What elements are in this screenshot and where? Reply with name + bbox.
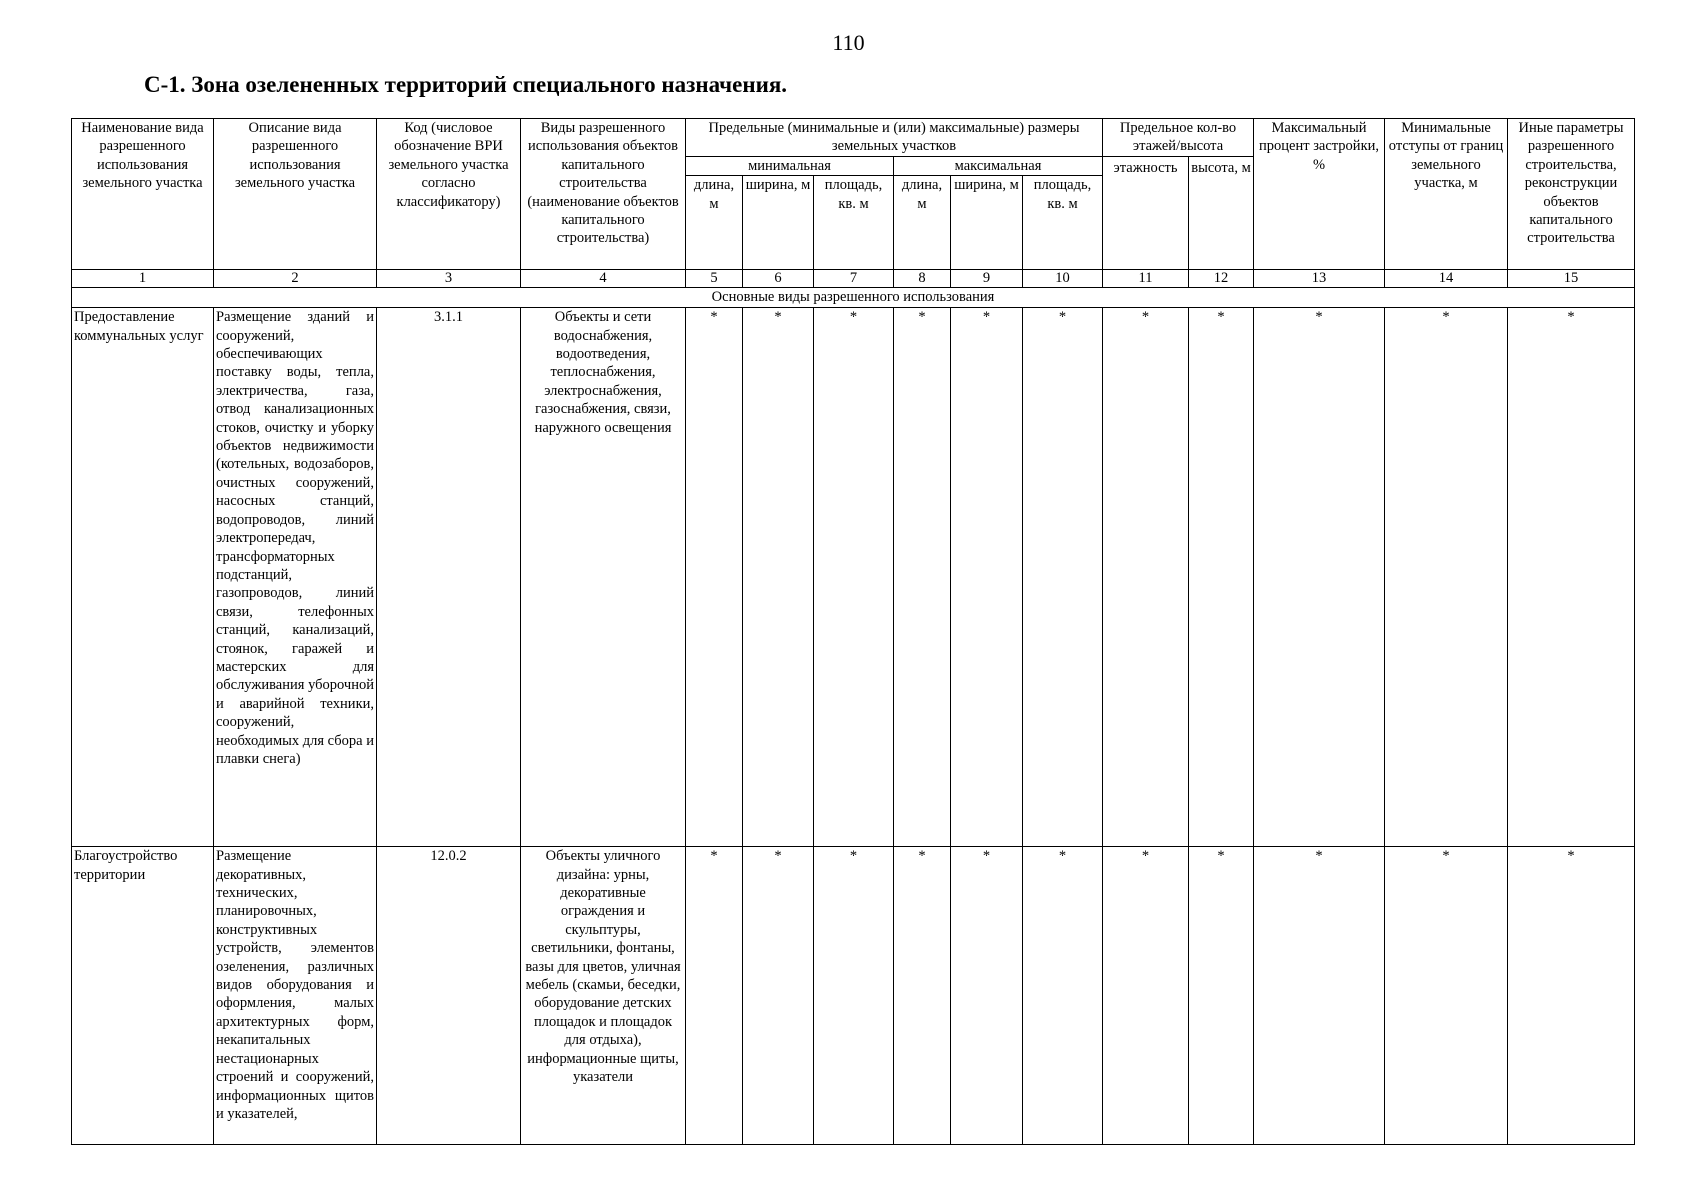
- column-number: 13: [1254, 270, 1385, 288]
- row-min-length: *: [686, 847, 743, 1145]
- row-vri-description: Размещение декоративных, технических, планировочных, конструктивных устройств, элементов озеленения, различных видов оборудования и оформления, малых архитектурных форм, некапитальных нестационарных строений и сооружений, информационных щитов и указателей,: [214, 847, 377, 1145]
- column-number: 11: [1103, 270, 1189, 288]
- row-min-setbacks: *: [1385, 847, 1508, 1145]
- header-min-length: длина, м: [686, 176, 743, 270]
- column-number: 2: [214, 270, 377, 288]
- row-min-setbacks: *: [1385, 308, 1508, 847]
- header-vri-code: Код (числовое обозначение ВРИ земельного участка согласно классификатору): [377, 119, 521, 270]
- header-max-length: длина, м: [894, 176, 951, 270]
- row-max-length: *: [894, 847, 951, 1145]
- header-floors-group: Предельное кол-во этажей/высота: [1103, 119, 1254, 157]
- row-max-area: *: [1023, 308, 1103, 847]
- page-number: 110: [832, 30, 865, 55]
- header-vri-description: Описание вида разрешенного использования земельного участка: [214, 119, 377, 270]
- column-number-row: [72, 270, 1635, 288]
- column-number: 8: [894, 270, 951, 288]
- header-min-area: площадь, кв. м: [814, 176, 894, 270]
- table-row: [72, 847, 1635, 1145]
- header-max-area: площадь, кв. м: [1023, 176, 1103, 270]
- section-label: Основные виды разрешенного использования: [72, 288, 1635, 308]
- table-row: [72, 308, 1635, 847]
- header-floors: этажность: [1103, 156, 1189, 269]
- column-number: 14: [1385, 270, 1508, 288]
- column-number: 7: [814, 270, 894, 288]
- row-other-parameters: *: [1508, 847, 1635, 1145]
- row-vri-description: Размещение зданий и сооружений, обеспечивающих поставку воды, тепла, электричества, газа, отвод канализационных стоков, очистку и уборку объектов недвижимости (котельных, водозаборов, очистных сооружений, насосных станций, водопроводов, линий электропередач, трансформаторных подстанций, газопроводов, линий связи, телефонных станций, канализаций, стоянок, гаражей и мастерских для обслуживания уборочной и аварийной техники, сооружений, необходимых для сбора и плавки снега): [214, 308, 377, 847]
- row-floors: *: [1103, 308, 1189, 847]
- row-max-width: *: [951, 847, 1023, 1145]
- zone-regulations-table: [71, 118, 1635, 1145]
- row-height: *: [1189, 308, 1254, 847]
- header-max-sizes: максимальная: [894, 156, 1103, 175]
- row-min-width: *: [743, 308, 814, 847]
- row-vri-code: 3.1.1: [377, 308, 521, 847]
- column-number: 12: [1189, 270, 1254, 288]
- header-min-width: ширина, м: [743, 176, 814, 270]
- header-max-coverage: Максимальный процент застройки, %: [1254, 119, 1385, 270]
- column-number: 15: [1508, 270, 1635, 288]
- column-number: 1: [72, 270, 214, 288]
- header-plot-sizes-group: Предельные (минимальные и (или) максимальные) размеры земельных участков: [686, 119, 1103, 157]
- row-max-area: *: [1023, 847, 1103, 1145]
- row-floors: *: [1103, 847, 1189, 1145]
- row-max-width: *: [951, 308, 1023, 847]
- row-min-area: *: [814, 308, 894, 847]
- header-capital-objects: Виды разрешенного использования объектов капитального строительства (наименование объектов капитального строительства): [521, 119, 686, 270]
- row-max-length: *: [894, 308, 951, 847]
- column-number: 6: [743, 270, 814, 288]
- header-height: высота, м: [1189, 156, 1254, 269]
- column-number: 5: [686, 270, 743, 288]
- column-number: 9: [951, 270, 1023, 288]
- row-max-coverage: *: [1254, 847, 1385, 1145]
- header-vri-name: Наименование вида разрешенного использования земельного участка: [72, 119, 214, 270]
- row-vri-code: 12.0.2: [377, 847, 521, 1145]
- section-row-main-uses: [72, 288, 1635, 308]
- row-min-length: *: [686, 308, 743, 847]
- row-height: *: [1189, 847, 1254, 1145]
- header-min-setbacks: Минимальные отступы от границ земельного участка, м: [1385, 119, 1508, 270]
- document-title: С-1. Зона озелененных территорий специального назначения.: [144, 72, 788, 97]
- header-other-parameters: Иные параметры разрешенного строительства, реконструкции объектов капитального строительства: [1508, 119, 1635, 270]
- header-max-width: ширина, м: [951, 176, 1023, 270]
- column-number: 4: [521, 270, 686, 288]
- row-other-parameters: *: [1508, 308, 1635, 847]
- row-vri-name: Благоустройство территории: [72, 847, 214, 1145]
- header-min-sizes: минимальная: [686, 156, 894, 175]
- row-capital-objects: Объекты и сети водоснабжения, водоотведения, теплоснабжения, электроснабжения, газоснабжения, связи, наружного освещения: [521, 308, 686, 847]
- row-max-coverage: *: [1254, 308, 1385, 847]
- row-vri-name: Предоставление коммунальных услуг: [72, 308, 214, 847]
- row-capital-objects: Объекты уличного дизайна: урны, декоративные ограждения и скульптуры, светильники, фонтаны, вазы для цветов, уличная мебель (скамьи, беседки, оборудование детских площадок и площадок для отдыха), информационные щиты, указатели: [521, 847, 686, 1145]
- row-min-area: *: [814, 847, 894, 1145]
- column-number: 3: [377, 270, 521, 288]
- column-number: 10: [1023, 270, 1103, 288]
- row-min-width: *: [743, 847, 814, 1145]
